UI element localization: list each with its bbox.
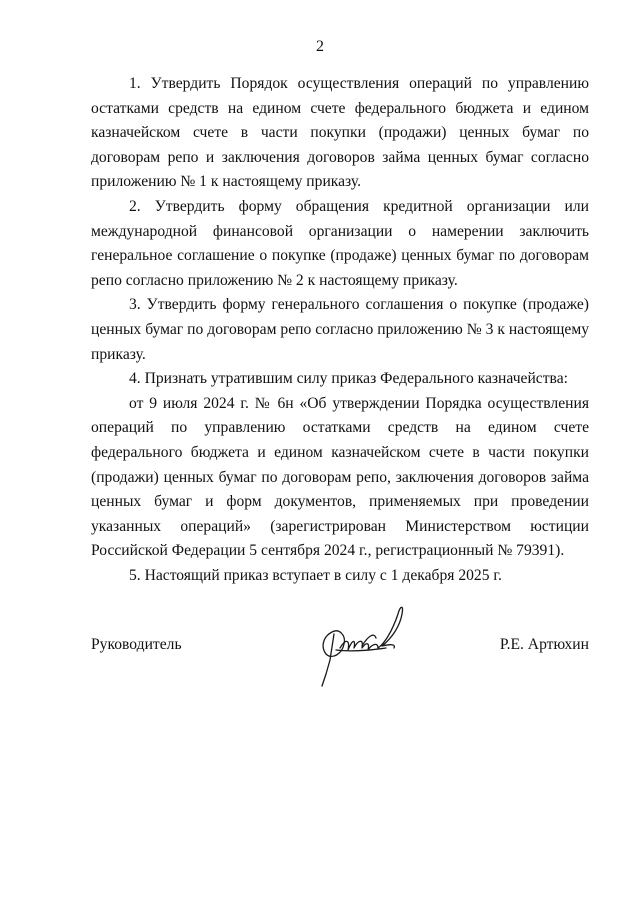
- paragraph-5: 5. Настоящий приказ вступает в силу с 1 декабря 2025 г.: [129, 566, 502, 584]
- paragraph-4: 4. Признать утратившим силу приказ Федерального казначейства:: [129, 370, 568, 388]
- document-body: [91, 72, 589, 588]
- signer-name: Р.Е. Артюхин: [499, 636, 589, 653]
- paragraph-1: 1. Утвердить Порядок осуществления операций по управлению остатками средств на едином счете федерального бюджета и едином казначейском счете в части покупки (продажи) ценных бумаг по договорам репо и заключения договоров займа ценных бумаг согласно приложению № 1 к настоящему приказу.: [91, 75, 589, 191]
- paragraph-2: 2. Утвердить форму обращения кредитной организации или международной финансовой организации о намерении заключить генеральное соглашение о покупке (продаже) ценных бумаг по договорам репо согласно приложению № 2 к настоящему приказу.: [91, 197, 589, 289]
- paragraph-3: 3. Утвердить форму генерального соглашения о покупке (продаже) ценных бумаг по договорам репо согласно приложению № 3 к настоящему приказу.: [91, 296, 589, 363]
- signer-title: Руководитель: [91, 636, 182, 653]
- page-number: 2: [316, 38, 324, 55]
- paragraph-4-detail: от 9 июля 2024 г. № 6н «Об утверждении Порядка осуществления операций по управлению остатками средств на едином счете федерального бюджета и едином казначейском счете в части покупки (продажи) ценных бумаг по договорам репо, заключения договоров займа ценных бумаг и форм документов, применяемых при проведении указанных операций» (зарегистрирован Министерством юстиции Российской Федерации 5 сентября 2024 г., регистрационный № 79391).: [91, 394, 589, 560]
- handwritten-signature-icon: [312, 598, 412, 690]
